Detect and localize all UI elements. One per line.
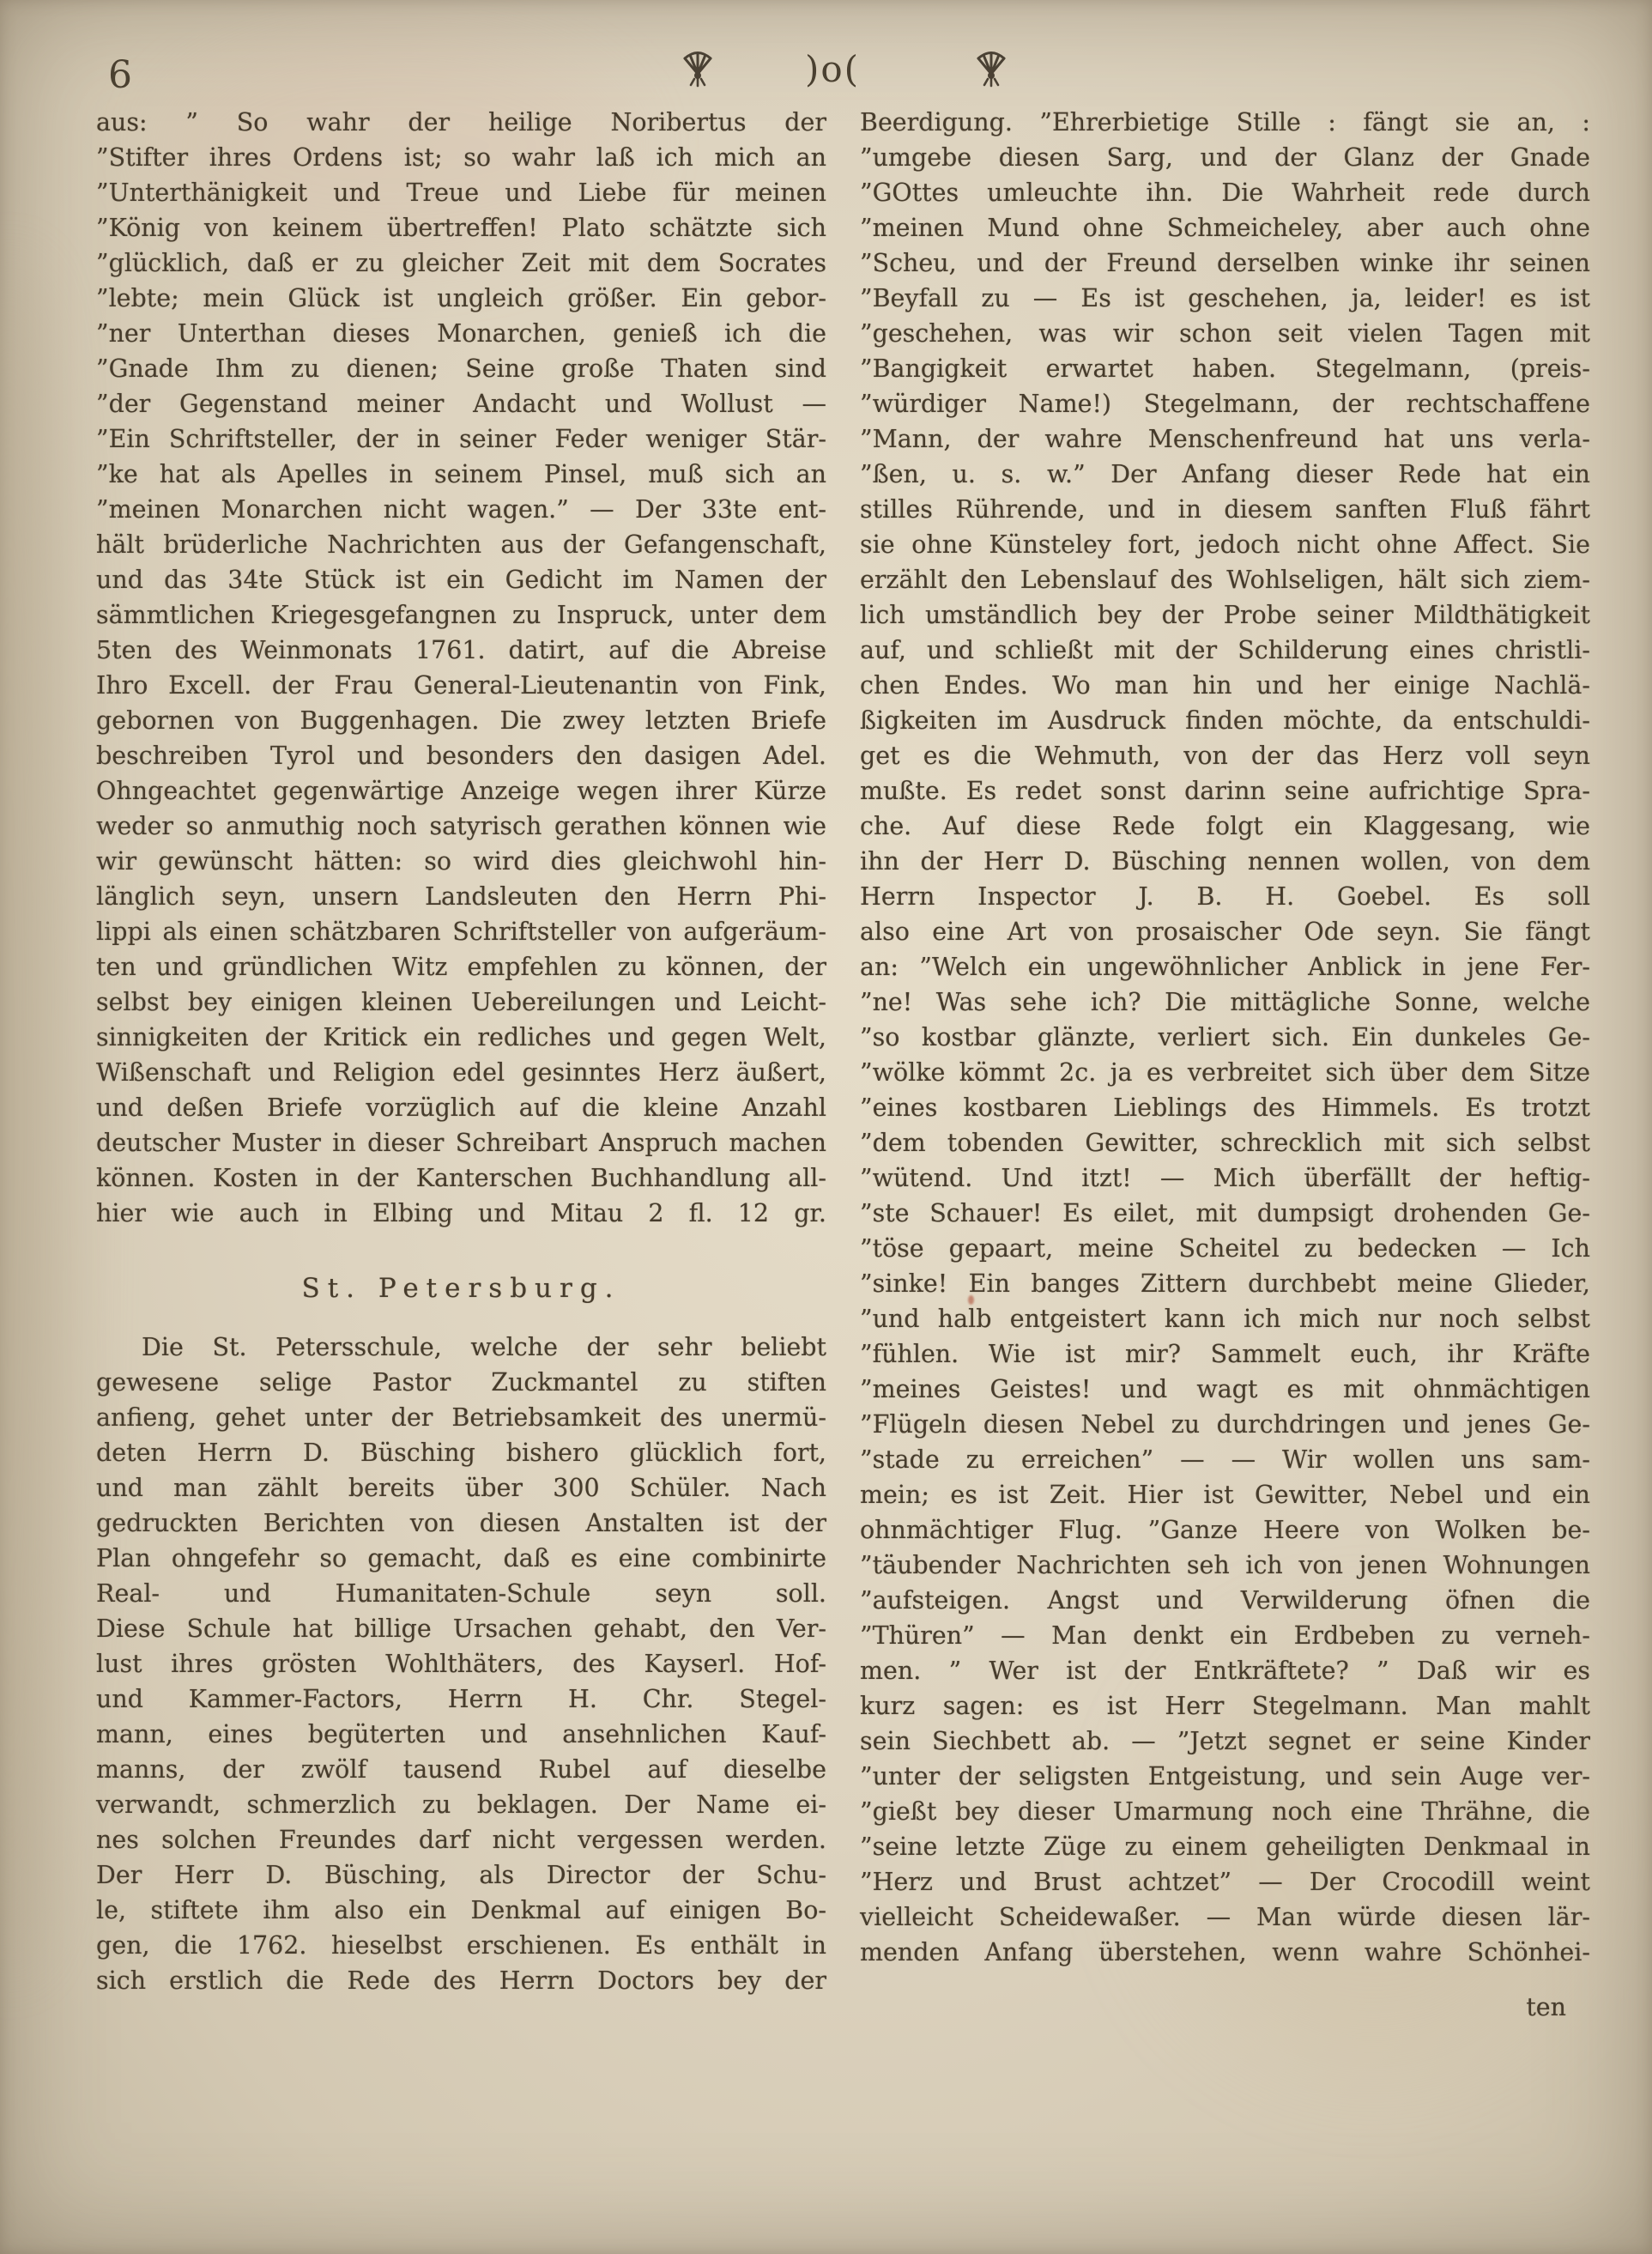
text-line: erzählt den Lebenslauf des Wohlseligen, hält sich ziem- — [860, 566, 1590, 594]
text-line: ”ßen, u. s. w.” Der Anfang dieser Rede hat ein — [860, 460, 1590, 488]
text-line: manns, der zwölf tausend Rubel auf dieselbe — [96, 1755, 826, 1784]
text-line: gedruckten Berichten von diesen Anstalten ist der — [96, 1509, 826, 1537]
text-line: an: ”Welch ein ungewöhnlicher Anblick in jene Fer- — [860, 953, 1590, 981]
text-line: mein; es ist Zeit. Hier ist Gewitter, Nebel und ein — [860, 1481, 1590, 1509]
text-line: ”Mann, der wahre Menschenfreund hat uns verla- — [860, 425, 1590, 453]
text-line: ”wölke kömmt 2c. ja es verbreitet sich über dem Sitze — [860, 1058, 1590, 1087]
text-line: lich umständlich bey der Probe seiner Mildthätigkeit — [860, 601, 1590, 629]
text-line: ”meinen Mund ohne Schmeicheley, aber auch ohne — [860, 214, 1590, 242]
text-line: ”stade zu erreichen” — — Wir wollen uns sam- — [860, 1445, 1590, 1474]
text-line: ”ner Unterthan dieses Monarchen, genieß ich die — [96, 319, 826, 348]
text-line: Ihro Excell. der Frau General-Lieutenantin von Fink, — [96, 671, 826, 700]
text-line: ”so kostbar glänzte, verliert sich. Ein dunkeles Ge- — [860, 1023, 1590, 1051]
text-line: gebornen von Buggenhagen. Die zwey letzten Briefe — [96, 706, 826, 735]
text-line: hier wie auch in Elbing und Mitau 2 fl. 12 gr. — [96, 1199, 826, 1227]
text-line: hält brüderliche Nachrichten aus der Gefangenschaft, — [96, 530, 826, 559]
text-line: ”ne! Was sehe ich? Die mittägliche Sonne, welche — [860, 988, 1590, 1016]
text-line: Real- und Humanitaten-Schule seyn soll. — [96, 1579, 826, 1608]
text-line: mann, eines begüterten und ansehnlichen Kauf- — [96, 1720, 826, 1748]
page-number: 6 — [108, 53, 132, 97]
text-line: 5ten des Weinmonats 1761. datirt, auf die Abreise — [96, 636, 826, 664]
text-line: beschreiben Tyrol und besonders den dasigen Adel. — [96, 742, 826, 770]
text-line: chen Endes. Wo man hin und her einige Nachlä- — [860, 671, 1590, 700]
text-line: kurz sagen: es ist Herr Stegelmann. Man mahlt — [860, 1692, 1590, 1720]
shell-ornament-icon — [678, 50, 717, 88]
text-line: ”fühlen. Wie ist mir? Sammelt euch, ihr Kräfte — [860, 1340, 1590, 1368]
text-line: ”Stifter ihres Ordens ist; so wahr laß ich mich an — [96, 143, 826, 172]
text-line: ”geschehen, was wir schon seit vielen Tagen mit — [860, 319, 1590, 348]
text-line: sie ohne Künsteley fort, jedoch nicht ohne Affect. Sie — [860, 530, 1590, 559]
left-column — [96, 105, 826, 1998]
text-line: nes solchen Freundes darf nicht vergessen werden. — [96, 1826, 826, 1854]
text-line: menden Anfang überstehen, wenn wahre Schönhei- — [860, 1938, 1590, 1966]
left-column-paragraph-2 — [96, 1330, 826, 1998]
text-line: ”glücklich, daß er zu gleicher Zeit mit dem Socrates — [96, 249, 826, 277]
text-line: lippi als einen schätzbaren Schriftsteller von aufgeräum- — [96, 918, 826, 946]
text-line: ”Flügeln diesen Nebel zu durchdringen und jenes Ge- — [860, 1410, 1590, 1439]
text-line: sein Siechbett ab. — ”Jetzt segnet er seine Kinder — [860, 1727, 1590, 1755]
shell-ornament-icon — [971, 50, 1011, 88]
text-line: Diese Schule hat billige Ursachen gehabt, den Ver- — [96, 1615, 826, 1643]
text-line: gen, die 1762. hieselbst erschienen. Es enthält in — [96, 1931, 826, 1960]
text-line: wir gewünscht hätten: so wird dies gleichwohl hin- — [96, 847, 826, 876]
text-line: stilles Rührende, und in diesem sanften Fluß fährt — [860, 495, 1590, 524]
text-line: also eine Art von prosaischer Ode seyn. Sie fängt — [860, 918, 1590, 946]
text-line: men. ” Wer ist der Entkräftete? ” Daß wir es — [860, 1657, 1590, 1685]
text-line: lust ihres grösten Wohlthäters, des Kayserl. Hof- — [96, 1650, 826, 1678]
text-line: sich erstlich die Rede des Herrn Doctors bey der — [96, 1966, 826, 1995]
text-line: ”Bangigkeit erwartet haben. Stegelmann, (preis- — [860, 354, 1590, 383]
section-heading-st-petersburg: St. Petersburg. — [301, 1273, 621, 1304]
text-line: ”meines Geistes! und wagt es mit ohnmächtigen — [860, 1375, 1590, 1403]
text-line: Herrn Inspector J. B. H. Goebel. Es soll — [860, 882, 1590, 911]
text-line: get es die Wehmuth, von der das Herz voll seyn — [860, 742, 1590, 770]
text-line: vielleicht Scheidewaßer. — Man würde diesen lär- — [860, 1903, 1590, 1931]
text-line: Die St. Petersschule, welche der sehr beliebt — [142, 1333, 826, 1361]
text-line: ”Unterthänigkeit und Treue und Liebe für meinen — [96, 179, 826, 207]
text-line: ”unter der seligsten Entgeistung, und sein Auge ver- — [860, 1762, 1590, 1790]
text-line: ”lebte; mein Glück ist ungleich größer. Ein gebor- — [96, 284, 826, 312]
text-line: ”seine letzte Züge zu einem geheiligten Denkmaal in — [860, 1833, 1590, 1861]
text-line: ”sinke! Ein banges Zittern durchbebt meine Glieder, — [860, 1269, 1590, 1298]
text-line: deutscher Muster in dieser Schreibart Anspruch machen — [96, 1129, 826, 1157]
text-line: che. Auf diese Rede folgt ein Klaggesang, wie — [860, 812, 1590, 840]
text-line: ”Gnade Ihm zu dienen; Seine große Thaten sind — [96, 354, 826, 383]
text-line: ”Thüren” — Man denkt ein Erdbeben zu verneh- — [860, 1621, 1590, 1650]
printer-center-mark: )o( — [805, 48, 861, 90]
text-line: Wißenschaft und Religion edel gesinntes Herz äußert, — [96, 1058, 826, 1087]
text-line: ”eines kostbaren Lieblings des Himmels. Es trotzt — [860, 1094, 1590, 1122]
text-line: ßigkeiten im Ausdruck finden möchte, da entschuldi- — [860, 706, 1590, 735]
text-line: gewesene selige Pastor Zuckmantel zu stiften — [96, 1368, 826, 1397]
text-line: ”Beyfall zu — Es ist geschehen, ja, leider! es ist — [860, 284, 1590, 312]
text-line: weder so anmuthig noch satyrisch gerathen können wie — [96, 812, 826, 840]
text-line: deten Herrn D. Büsching bishero glücklich fort, — [96, 1439, 826, 1467]
text-line: anfieng, gehet unter der Betriebsamkeit des unermü- — [96, 1403, 826, 1432]
text-line: ”töse gepaart, meine Scheitel zu bedecken — Ich — [860, 1234, 1590, 1263]
text-line: ”Herz und Brust achtzet” — Der Crocodill weint — [860, 1868, 1590, 1896]
text-line: ”umgebe diesen Sarg, und der Glanz der Gnade — [860, 143, 1590, 172]
text-line: und Kammer-Factors, Herrn H. Chr. Stegel- — [96, 1685, 826, 1713]
text-line: Der Herr D. Büsching, als Director der Schu- — [96, 1861, 826, 1889]
text-line: ”aufsteigen. Angst und Verwilderung öfnen die — [860, 1586, 1590, 1615]
text-line: ”König von keinem übertreffen! Plato schätzte sich — [96, 214, 826, 242]
text-line: können. Kosten in der Kanterschen Buchhandlung all- — [96, 1164, 826, 1192]
text-line: ohnmächtiger Flug. ”Ganze Heere von Wolken be- — [860, 1516, 1590, 1544]
text-line: ”meinen Monarchen nicht wagen.” — Der 33te ent- — [96, 495, 826, 524]
text-line: ”Scheu, und der Freund derselben winke ihr seinen — [860, 249, 1590, 277]
text-line: ”gießt bey dieser Umarmung noch eine Thrähne, die — [860, 1797, 1590, 1826]
text-line: ten und gründlichen Witz empfehlen zu können, der — [96, 953, 826, 981]
right-column — [860, 105, 1590, 2021]
text-line: Ohngeachtet gegenwärtige Anzeige wegen ihrer Kürze — [96, 777, 826, 805]
text-line: ”Ein Schriftsteller, der in seiner Feder weniger Stär- — [96, 425, 826, 453]
text-line: und deßen Briefe vorzüglich auf die kleine Anzahl — [96, 1094, 826, 1122]
text-line: selbst bey einigen kleinen Uebereilungen und Leicht- — [96, 988, 826, 1016]
text-line: ”ke hat als Apelles in seinem Pinsel, muß sich an — [96, 460, 826, 488]
text-line: länglich seyn, unsern Landsleuten den Herrn Phi- — [96, 882, 826, 911]
text-line: ”würdiger Name!) Stegelmann, der rechtschaffene — [860, 390, 1590, 418]
text-line: und man zählt bereits über 300 Schüler. Nach — [96, 1474, 826, 1502]
text-line: Beerdigung. ”Ehrerbietige Stille : fängt sie an, : — [860, 108, 1590, 136]
text-line: Plan ohngefehr so gemacht, daß es eine combinirte — [96, 1544, 826, 1572]
text-line: auf, und schließt mit der Schilderung eines christli- — [860, 636, 1590, 664]
left-column-paragraph-1 — [96, 105, 826, 1231]
text-line: ”und halb entgeistert kann ich mich nur noch selbst — [860, 1305, 1590, 1333]
text-line: mußte. Es redet sonst darinn seine aufrichtige Spra- — [860, 777, 1590, 805]
text-line: und das 34te Stück ist ein Gedicht im Namen der — [96, 566, 826, 594]
text-line: ihn der Herr D. Büsching nennen wollen, von dem — [860, 847, 1590, 876]
catchword: ten — [1526, 1993, 1566, 2021]
paper-shadow — [0, 258, 69, 1974]
text-line: ”ste Schauer! Es eilet, mit dumpsigt drohenden Ge- — [860, 1199, 1590, 1227]
text-line: aus: ” So wahr der heilige Noribertus der — [96, 108, 826, 136]
text-line: le, stiftete ihm also ein Denkmal auf einigen Bo- — [96, 1896, 826, 1924]
text-line: ”wütend. Und itzt! — Mich überfällt der heftig- — [860, 1164, 1590, 1192]
text-line: sinnigkeiten der Kritick ein redliches und gegen Welt, — [96, 1023, 826, 1051]
text-line: sämmtlichen Kriegesgefangnen zu Inspruck, unter dem — [96, 601, 826, 629]
right-column-paragraph — [860, 105, 1590, 1970]
text-line: ”der Gegenstand meiner Andacht und Wollust — — [96, 390, 826, 418]
text-line: ”täubender Nachrichten seh ich von jenen Wohnungen — [860, 1551, 1590, 1579]
text-line: ”dem tobenden Gewitter, schrecklich mit sich selbst — [860, 1129, 1590, 1157]
text-line: verwandt, schmerzlich zu beklagen. Der Name ei- — [96, 1790, 826, 1819]
text-line: ”GOttes umleuchte ihn. Die Wahrheit rede durch — [860, 179, 1590, 207]
